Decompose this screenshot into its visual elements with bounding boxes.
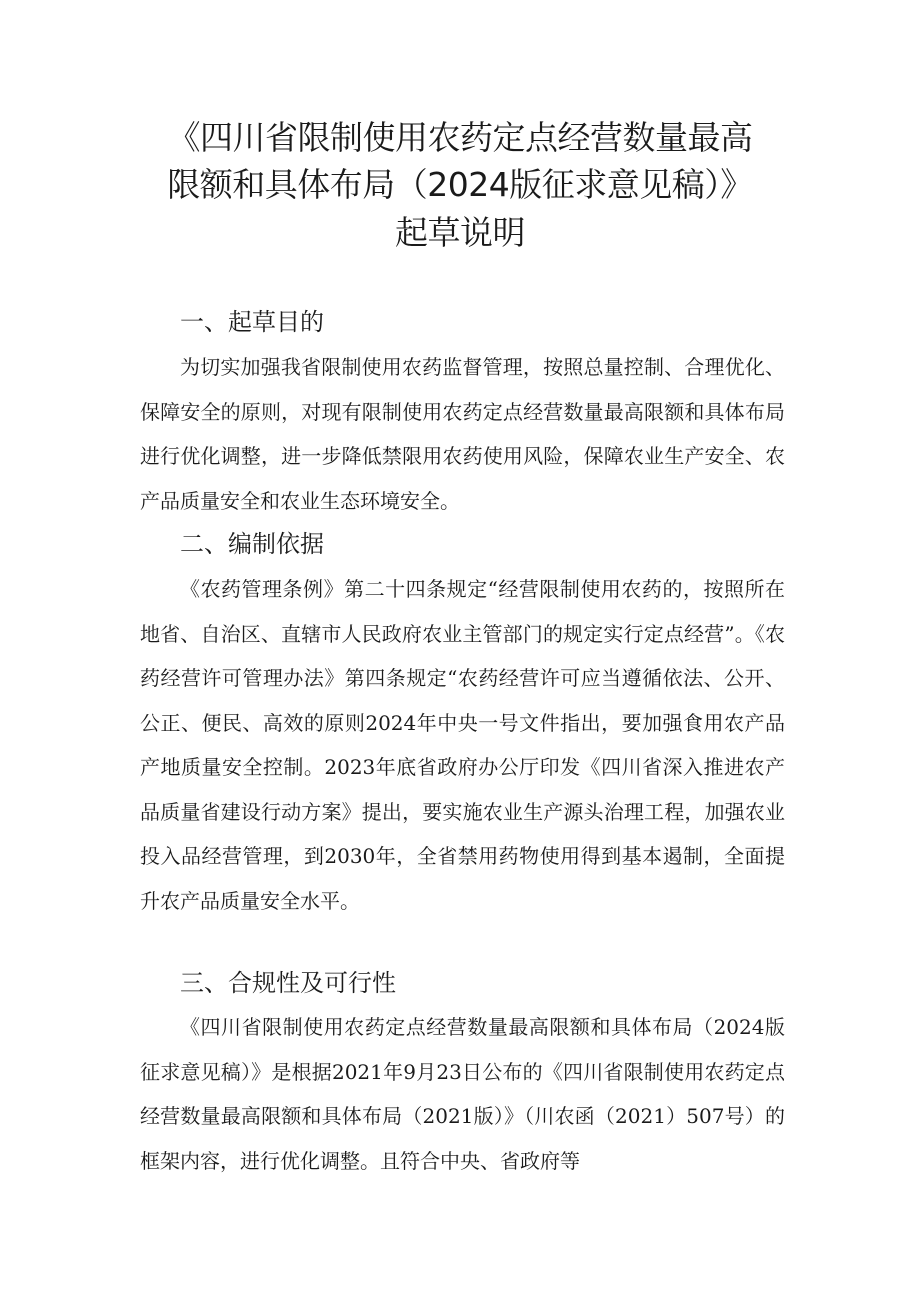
section-heading-compliance: 三、合规性及可行性 xyxy=(180,969,396,997)
section-heading-basis: 二、编制依据 xyxy=(180,530,324,558)
section-body-basis: 《农药管理条例》第二十四条规定“经营限制使用农药的，按照所在地省、自治区、直辖市人民政府农业主管部门的规定实行定点经营”。《农药经营许可管理办法》第四条规定“农药经营许可应当遵循依法、公开、公正、便民、高效的原则2024年中央一号文件指出，要加强食用农产品产地质量安全控制。2023年底省政府办公厅印发《四川省深入推进农产品质量省建设行动方案》提出，要实施农业生产源头治理工程，加强农业投入品经营管理，到2030年，全省禁用药物使用得到基本遏制，全面提升农产品质量安全水平。 xyxy=(140,577,785,913)
document-title-line-2: 限额和具体布局（2024版征求意见稿）》 xyxy=(167,165,753,204)
document-title-line-1: 《四川省限制使用农药定点经营数量最高 xyxy=(167,118,753,157)
section-heading-purpose: 一、起草目的 xyxy=(180,308,324,336)
section-body-compliance: 《四川省限制使用农药定点经营数量最高限额和具体布局（2024版征求意见稿）》是根据2021年9月23日公布的《四川省限制使用农药定点经营数量最高限额和具体布局（2021版）》（川农函（2021）507号）的框架内容，进行优化调整。且符合中央、省政府等 xyxy=(140,1015,785,1173)
section-body-purpose: 为切实加强我省限制使用农药监督管理，按照总量控制、合理优化、保障安全的原则，对现有限制使用农药定点经营数量最高限额和具体布局进行优化调整，进一步降低禁限用农药使用风险，保障农业生产安全、农产品质量安全和农业生态环境安全。 xyxy=(140,355,785,513)
document-title-line-3: 起草说明 xyxy=(395,213,525,252)
